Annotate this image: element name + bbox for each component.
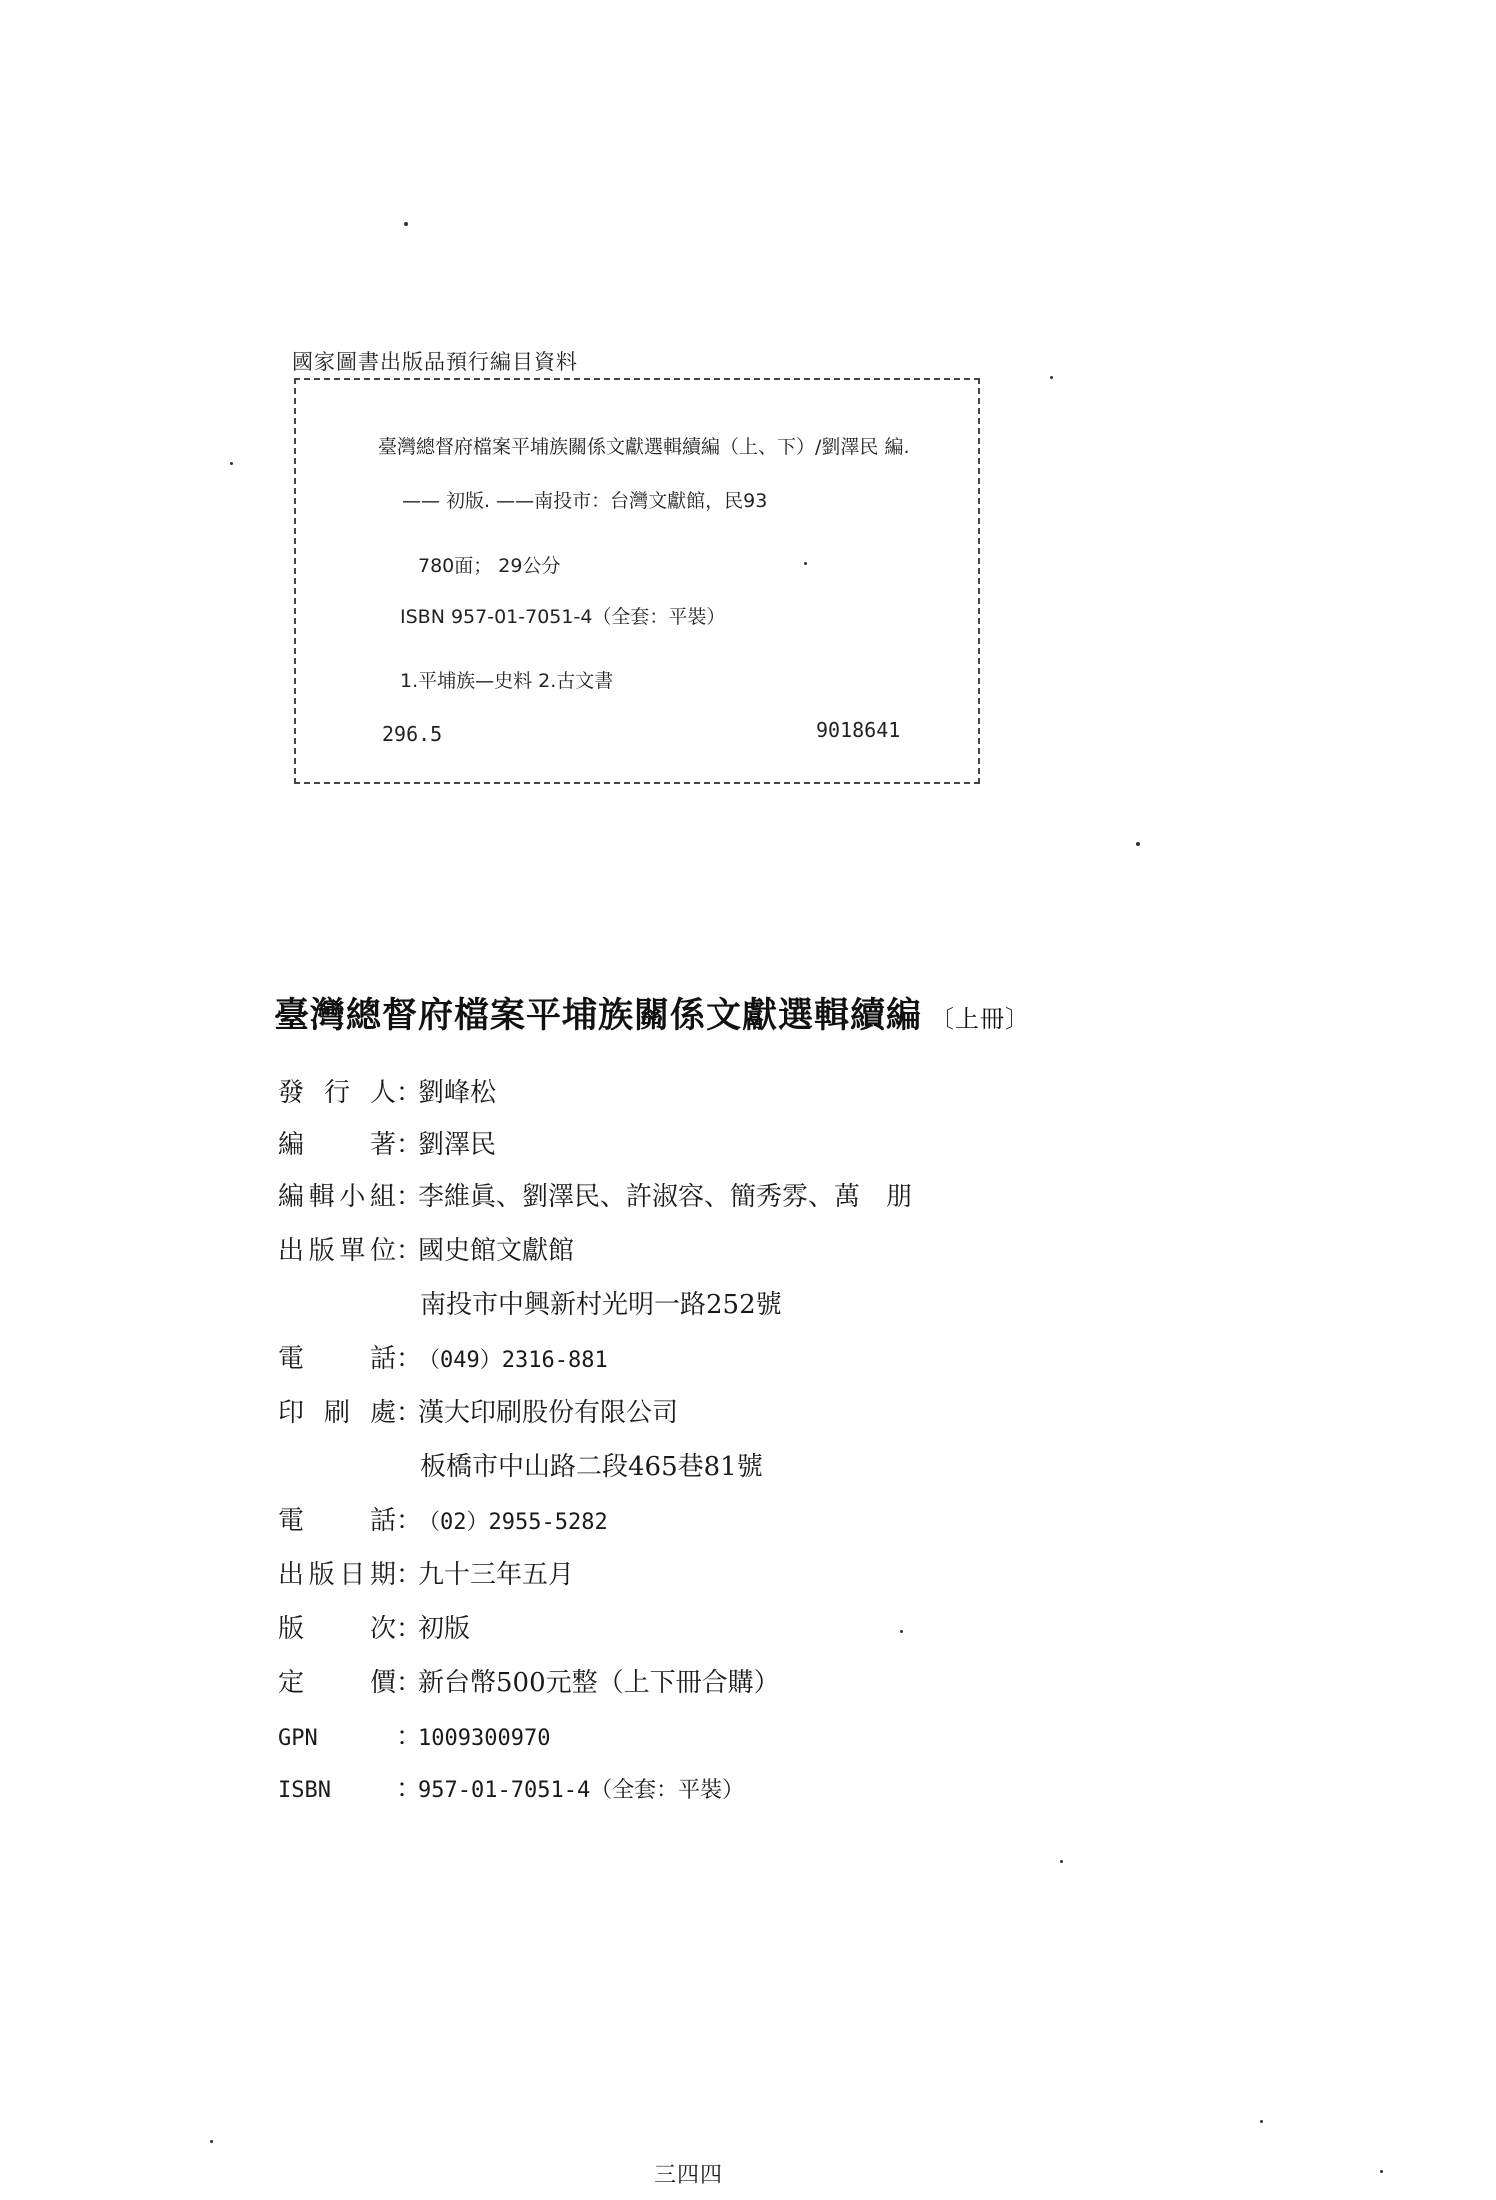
colophon-row-publishing-unit bbox=[278, 1230, 574, 1267]
colophon-value: 漢大印刷股份有限公司 bbox=[418, 1398, 679, 1428]
scan-speck bbox=[1060, 1860, 1063, 1863]
colophon-label: 版次 bbox=[278, 1614, 396, 1644]
colophon-colon: ： bbox=[396, 1614, 423, 1644]
colophon-colon: ： bbox=[396, 1236, 423, 1266]
scan-speck bbox=[1260, 2120, 1263, 2123]
scan-speck bbox=[1050, 376, 1053, 379]
cip-box bbox=[294, 378, 980, 784]
colophon-row-gpn bbox=[278, 1716, 550, 1753]
scan-speck bbox=[210, 2140, 213, 2143]
cip-title-line: 臺灣總督府檔案平埔族關係文獻選輯續編（上、下）/劉澤民 編. bbox=[378, 436, 910, 458]
colophon-row-isbn bbox=[278, 1768, 744, 1805]
colophon-value: 李維眞、劉澤民、許淑容、簡秀雰、萬 朋 bbox=[418, 1182, 913, 1212]
colophon-colon: ： bbox=[396, 1668, 423, 1698]
colophon-label: 電話 bbox=[278, 1344, 396, 1374]
colophon-printer-address: 板橋市中山路二段465巷81號 bbox=[420, 1452, 763, 1482]
colophon-colon: ： bbox=[396, 1722, 423, 1752]
colophon-row-publisher bbox=[278, 1072, 496, 1109]
book-title bbox=[274, 988, 1030, 1038]
cip-class-number: 296.5 bbox=[382, 722, 443, 746]
cip-heading: 國家圖書出版品預行編目資料 bbox=[292, 350, 578, 374]
colophon-value: 國史館文獻館 bbox=[418, 1236, 575, 1266]
colophon-label: 出版單位 bbox=[278, 1236, 396, 1266]
colophon-label: 定價 bbox=[278, 1668, 396, 1698]
colophon-label: 編著 bbox=[278, 1130, 396, 1160]
cip-record-number: 9018641 bbox=[816, 718, 901, 742]
cip-isbn-line: ISBN 957-01-7051-4（全套：平裝） bbox=[400, 606, 726, 628]
colophon-value: 九十三年五月 bbox=[418, 1560, 575, 1590]
scan-speck bbox=[230, 462, 233, 465]
colophon-row-price bbox=[278, 1662, 780, 1699]
colophon-value: 初版 bbox=[418, 1614, 471, 1644]
colophon-label: 印刷處 bbox=[278, 1398, 396, 1428]
scan-speck bbox=[804, 562, 807, 565]
colophon-value: 劉峰松 bbox=[418, 1078, 497, 1108]
colophon-row-phone-publisher bbox=[278, 1338, 608, 1375]
colophon-colon: ： bbox=[396, 1506, 423, 1536]
colophon-value: （049）2316-881 bbox=[418, 1348, 608, 1373]
colophon-colon: ： bbox=[396, 1182, 423, 1212]
colophon-label: ISBN bbox=[278, 1778, 331, 1803]
colophon-row-author bbox=[278, 1124, 496, 1161]
colophon-row-date bbox=[278, 1554, 574, 1591]
colophon-value: 957-01-7051-4（全套：平裝） bbox=[418, 1778, 745, 1803]
scan-speck bbox=[404, 222, 408, 226]
colophon-label: 電話 bbox=[278, 1506, 396, 1536]
colophon-label: 發行人 bbox=[278, 1078, 396, 1108]
colophon-label: 編輯小組 bbox=[278, 1182, 396, 1212]
scan-speck bbox=[1380, 2170, 1383, 2173]
colophon-value: 劉澤民 bbox=[418, 1130, 497, 1160]
colophon-colon: ： bbox=[396, 1078, 423, 1108]
colophon-value: 新台幣500元整（上下冊合購） bbox=[418, 1668, 780, 1698]
cip-edition-line: —— 初版. ——南投市：台灣文獻館，民93 bbox=[402, 490, 768, 512]
colophon-row-phone-printer bbox=[278, 1500, 608, 1537]
colophon-label: GPN bbox=[278, 1726, 318, 1751]
colophon-colon: ： bbox=[396, 1344, 423, 1374]
colophon-colon: ： bbox=[396, 1130, 423, 1160]
book-volume: 〔上冊〕 bbox=[930, 1005, 1031, 1033]
colophon-publisher-address: 南投市中興新村光明一路252號 bbox=[420, 1290, 782, 1320]
colophon-row-edition bbox=[278, 1608, 470, 1645]
colophon-colon: ： bbox=[396, 1560, 423, 1590]
colophon-value: （02）2955-5282 bbox=[418, 1510, 608, 1535]
colophon-row-editors bbox=[278, 1176, 912, 1213]
colophon-value: 1009300970 bbox=[418, 1726, 551, 1751]
book-title-text: 臺灣總督府檔案平埔族關係文獻選輯續編 bbox=[274, 995, 923, 1036]
colophon-row-printer bbox=[278, 1392, 678, 1429]
scan-speck bbox=[1136, 842, 1140, 846]
cip-subject-line: 1.平埔族—史料 2.古文書 bbox=[400, 670, 614, 692]
colophon-colon: ： bbox=[396, 1398, 423, 1428]
colophon-label: 出版日期 bbox=[278, 1560, 396, 1590]
colophon-colon: ： bbox=[396, 1774, 423, 1804]
scan-speck bbox=[900, 1630, 903, 1633]
page-number: 三四四 bbox=[654, 2163, 724, 2188]
cip-pages-line: 780面； 29公分 bbox=[418, 555, 561, 577]
